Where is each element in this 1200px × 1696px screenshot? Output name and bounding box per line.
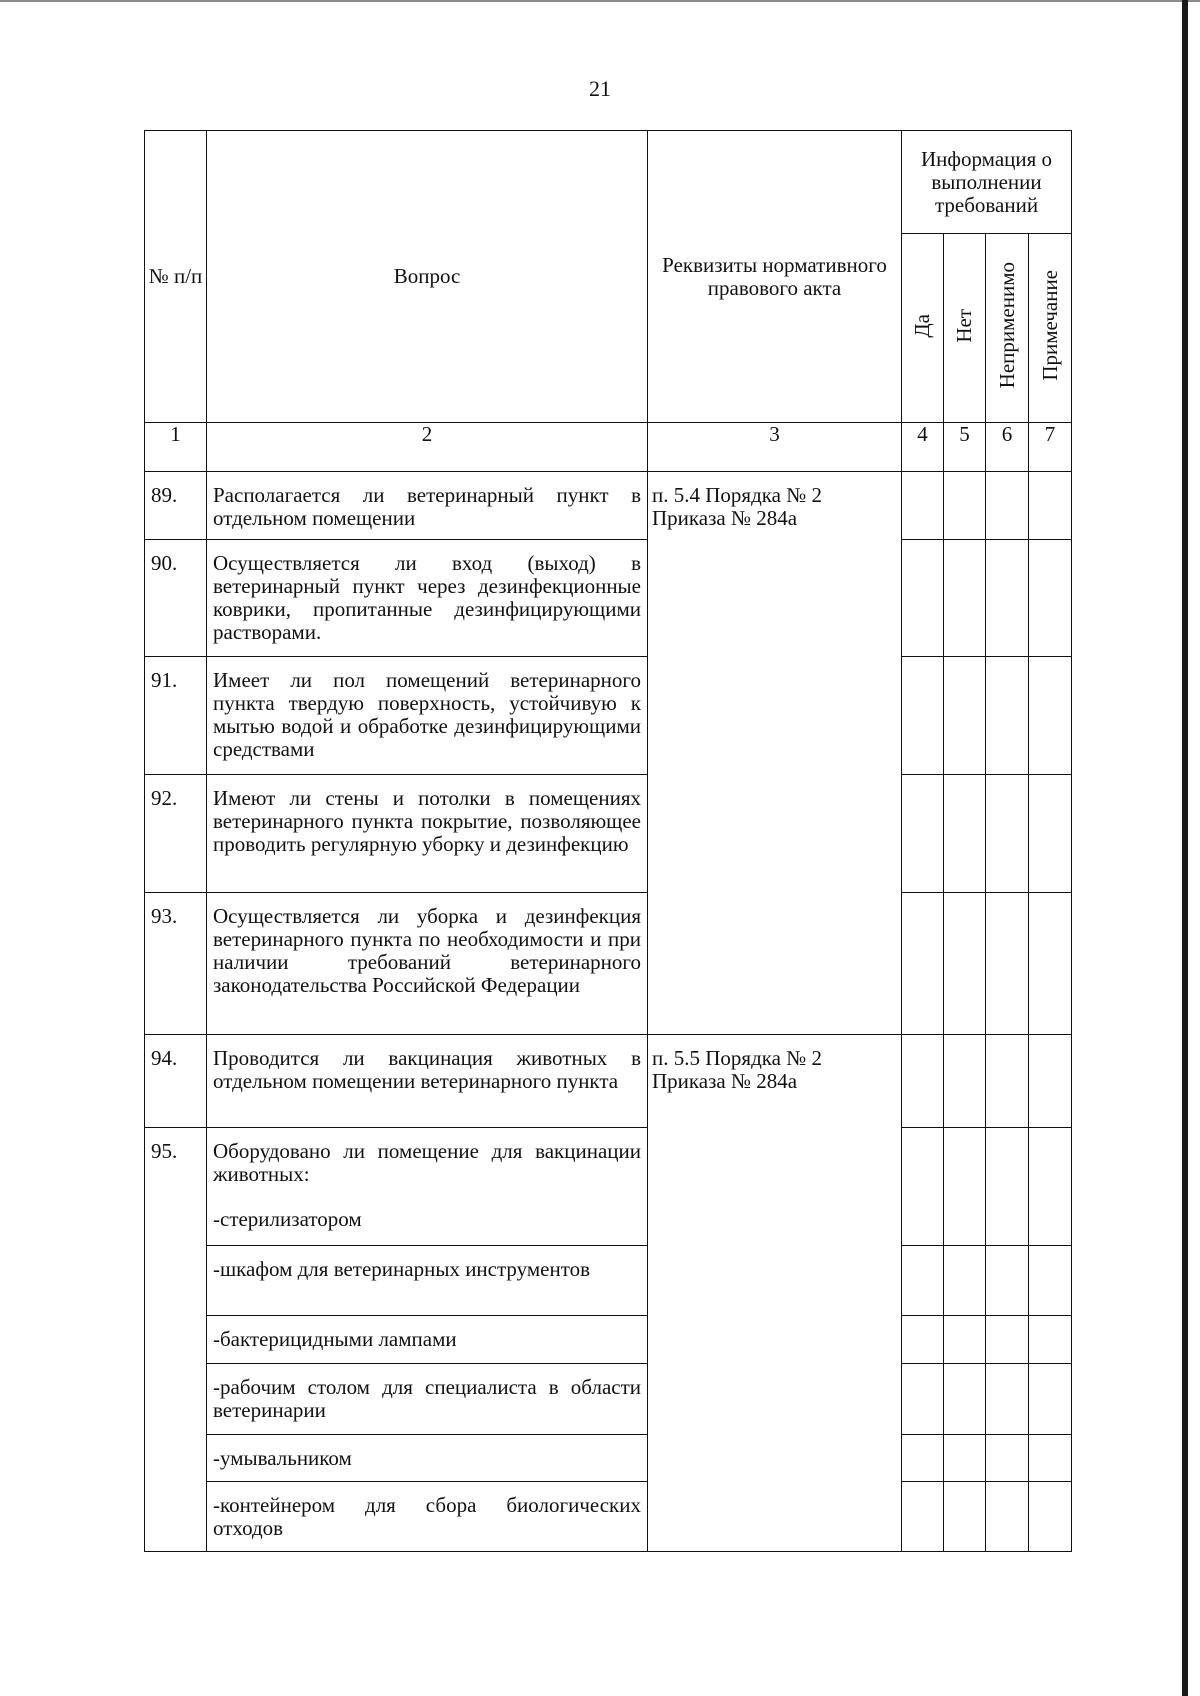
header-no-cell (944, 234, 986, 423)
header-note: Примечание (1037, 270, 1062, 381)
answer-yes-cell[interactable] (902, 1128, 944, 1246)
header-number: № п/п (145, 131, 207, 423)
table-row (145, 472, 1072, 540)
answer-no-cell[interactable] (944, 1035, 986, 1128)
answer-yes-cell[interactable] (902, 1482, 944, 1552)
column-number: 7 (1029, 423, 1072, 472)
question-text: Проводится ли вакцинация животных в отдельном помещении ветеринарного пункта (207, 1035, 648, 1128)
answer-yes-cell[interactable] (902, 1316, 944, 1364)
answer-na-cell[interactable] (986, 1035, 1029, 1128)
answer-na-cell[interactable] (986, 1482, 1029, 1552)
table-row (145, 775, 1072, 893)
answer-note-cell[interactable] (1029, 1035, 1072, 1128)
answer-note-cell[interactable] (1029, 657, 1072, 775)
answer-no-cell[interactable] (944, 1435, 986, 1482)
answer-note-cell[interactable] (1029, 540, 1072, 657)
answer-no-cell[interactable] (944, 775, 986, 893)
answer-no-cell[interactable] (944, 893, 986, 1035)
answer-note-cell[interactable] (1029, 1364, 1072, 1435)
subitem-text: -контейнером для сбора биологических отходов (207, 1482, 648, 1552)
table-row (145, 1316, 1072, 1364)
answer-na-cell[interactable] (986, 540, 1029, 657)
answer-na-cell[interactable] (986, 1128, 1029, 1246)
answer-note-cell[interactable] (1029, 1435, 1072, 1482)
answer-yes-cell[interactable] (902, 472, 944, 540)
answer-note-cell[interactable] (1029, 472, 1072, 540)
answer-yes-cell[interactable] (902, 657, 944, 775)
subitem-text: -рабочим столом для специалиста в области ветеринарии (207, 1364, 648, 1435)
table-row (145, 1435, 1072, 1482)
answer-yes-cell[interactable] (902, 1435, 944, 1482)
answer-note-cell[interactable] (1029, 1316, 1072, 1364)
answer-na-cell[interactable] (986, 1364, 1029, 1435)
answer-no-cell[interactable] (944, 1482, 986, 1552)
answer-no-cell[interactable] (944, 540, 986, 657)
answer-no-cell[interactable] (944, 1246, 986, 1316)
question-text: Оборудовано ли помещение для вакцинации животных: (213, 1139, 641, 1186)
subitem-text: -шкафом для ветеринарных инструментов (207, 1246, 648, 1316)
table-row (145, 1246, 1072, 1316)
header-info: Информация о выполнении требований (902, 131, 1072, 234)
question-text: Осуществляется ли уборка и дезинфекция ветеринарного пункта по необходимости и при наличии требований ветеринарного законодательства Российской Федерации (207, 893, 648, 1035)
requisites-text: п. 5.4 Порядка № 2 Приказа № 284а (648, 472, 902, 1035)
answer-no-cell[interactable] (944, 657, 986, 775)
answer-na-cell[interactable] (986, 657, 1029, 775)
subitem-text: -стерилизатором (213, 1207, 362, 1231)
column-number: 2 (207, 423, 648, 472)
answer-na-cell[interactable] (986, 1246, 1029, 1316)
header-requisites: Реквизиты нормативного правового акта (648, 131, 902, 423)
answer-yes-cell[interactable] (902, 540, 944, 657)
answer-na-cell[interactable] (986, 1435, 1029, 1482)
answer-note-cell[interactable] (1029, 1128, 1072, 1246)
answer-na-cell[interactable] (986, 775, 1029, 893)
table-row (145, 893, 1072, 1035)
table-row (145, 1128, 1072, 1246)
column-number: 3 (648, 423, 902, 472)
answer-yes-cell[interactable] (902, 1246, 944, 1316)
header-na-cell (986, 234, 1029, 423)
scan-edge-top (0, 0, 1200, 2)
row-number: 90. (145, 540, 207, 657)
requisites-text: п. 5.5 Порядка № 2 Приказа № 284а (648, 1035, 902, 1552)
scan-edge-right (1182, 0, 1188, 1696)
answer-no-cell[interactable] (944, 1364, 986, 1435)
header-yes-cell (902, 234, 944, 423)
question-text: Имеет ли пол помещений ветеринарного пункта твердую поверхность, устойчивую к мытью водой и обработке дезинфицирующими средствами (207, 657, 648, 775)
row-number: 95. (145, 1128, 207, 1552)
question-text: Имеют ли стены и потолки в помещениях ветеринарного пункта покрытие, позволяющее проводить регулярную уборку и дезинфекцию (207, 775, 648, 893)
header-yes: Да (910, 313, 934, 338)
table-row (145, 540, 1072, 657)
answer-yes-cell[interactable] (902, 1035, 944, 1128)
row-number: 93. (145, 893, 207, 1035)
answer-na-cell[interactable] (986, 893, 1029, 1035)
row-number: 91. (145, 657, 207, 775)
column-number: 5 (944, 423, 986, 472)
answer-yes-cell[interactable] (902, 893, 944, 1035)
row-number: 89. (145, 472, 207, 540)
header-no: Нет (952, 308, 976, 343)
question-text: Осуществляется ли вход (выход) в ветеринарный пункт через дезинфекционные коврики, пропитанные дезинфицирующими растворами. (207, 540, 648, 657)
column-number: 4 (902, 423, 944, 472)
header-note-cell (1029, 234, 1072, 423)
answer-note-cell[interactable] (1029, 893, 1072, 1035)
answer-yes-cell[interactable] (902, 775, 944, 893)
table-row (145, 657, 1072, 775)
answer-note-cell[interactable] (1029, 1482, 1072, 1552)
table-row (145, 1482, 1072, 1552)
answer-note-cell[interactable] (1029, 1246, 1072, 1316)
column-number: 1 (145, 423, 207, 472)
header-question: Вопрос (207, 131, 648, 423)
answer-no-cell[interactable] (944, 472, 986, 540)
table-row (145, 1364, 1072, 1435)
answer-yes-cell[interactable] (902, 1364, 944, 1435)
subitem-text: -умывальником (207, 1435, 648, 1482)
answer-note-cell[interactable] (1029, 775, 1072, 893)
question-text: Располагается ли ветеринарный пункт в отдельном помещении (207, 472, 648, 540)
answer-no-cell[interactable] (944, 1316, 986, 1364)
page-number: 21 (589, 76, 611, 101)
column-number: 6 (986, 423, 1029, 472)
requirements-checklist-table (144, 130, 1072, 1552)
row-number: 92. (145, 775, 207, 893)
table-row (145, 1035, 1072, 1128)
header-na: Неприменимо (994, 262, 1019, 389)
answer-na-cell[interactable] (986, 472, 1029, 540)
answer-na-cell[interactable] (986, 1316, 1029, 1364)
row-number: 94. (145, 1035, 207, 1128)
question-cell (207, 1128, 648, 1246)
subitem-text: -бактерицидными лампами (207, 1316, 648, 1364)
answer-no-cell[interactable] (944, 1128, 986, 1246)
